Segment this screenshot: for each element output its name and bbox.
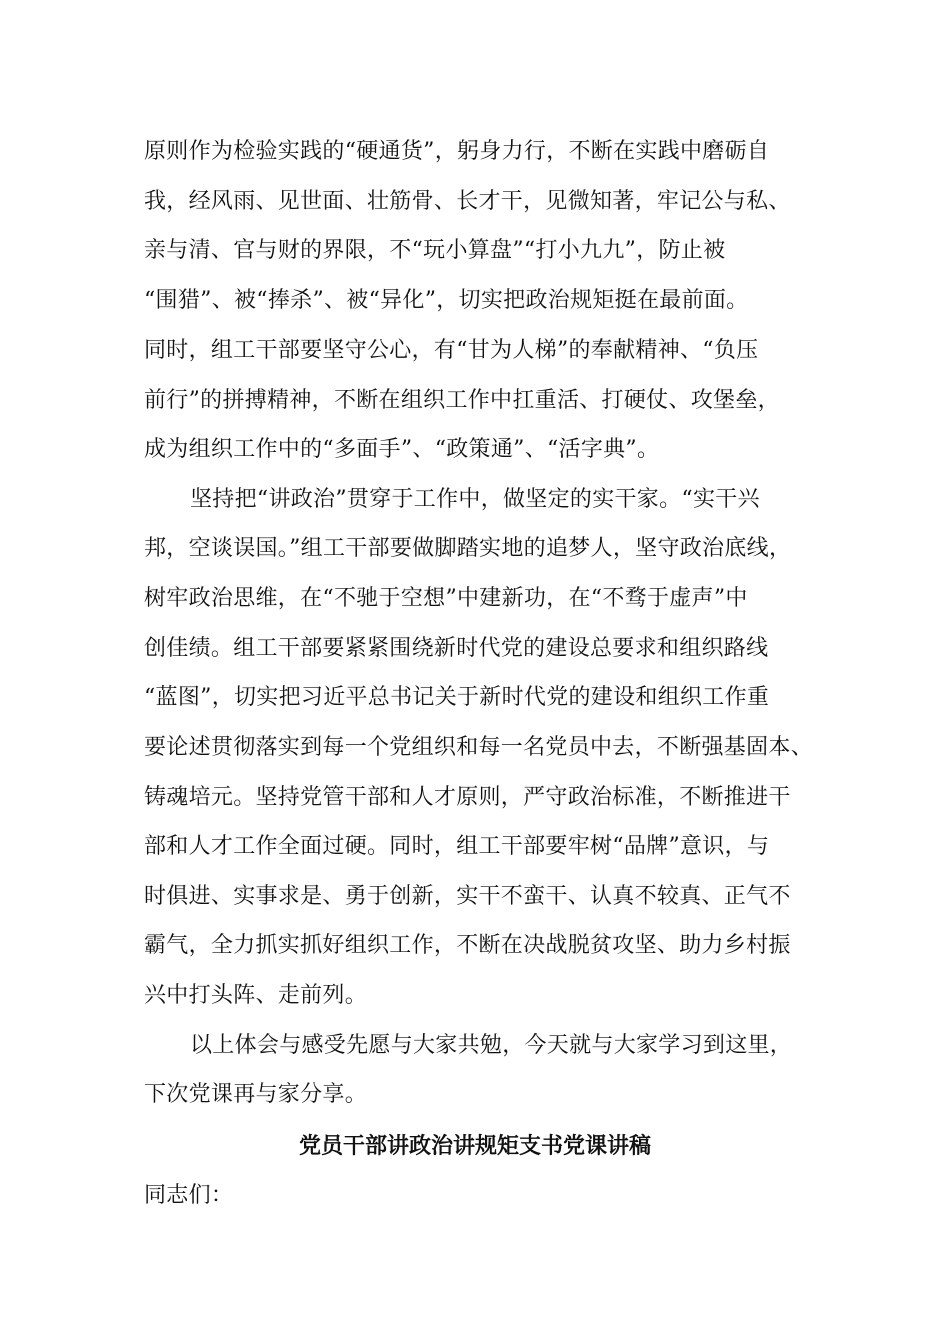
paragraph-2-line-10: 霸气，全力抓实抓好组织工作，不断在决战脱贫攻坚、助力乡村振 [144,933,791,958]
paragraph-1-line-5: 同时，组工干部要坚守公心，有“甘为人梯”的奉献精神、“负压 [144,338,759,363]
paragraph-1-line-7: 成为组织工作中的“多面手”、“政策通”、“活字典”。 [144,437,660,462]
paragraph-2-line-9: 时俱进、实事求是、勇于创新，实干不蛮干、认真不较真、正气不 [144,884,791,909]
paragraph-2-line-7: 铸魂培元。坚持党管干部和人才原则，严守政治标准，不断推进干 [144,785,791,810]
salutation: 同志们： [144,1183,234,1208]
paragraph-2-line-1: 坚持把“讲政治”贯穿于工作中，做坚定的实干家。“实干兴 [190,487,760,512]
paragraph-1-line-6: 前行”的拼搏精神，不断在组织工作中扛重活、打硬仗、攻堡垒， [144,388,780,413]
paragraph-1-line-2: 我，经风雨、见世面、壮筋骨、长才干，见微知著，牢记公与私、 [144,189,791,214]
paragraph-1-line-3: 亲与清、官与财的界限，不“玩小算盘”“打小九九”，防止被 [144,238,726,263]
paragraph-2-line-5: “蓝图”，切实把习近平总书记关于新时代党的建设和组织工作重 [144,685,770,710]
paragraph-1-line-1: 原则作为检验实践的“硬通货”，躬身力行，不断在实践中磨砺自 [144,139,770,164]
section-title: 党员干部讲政治讲规矩支书党课讲稿 [298,1133,651,1159]
paragraph-3-line-1: 以上体会与感受先愿与大家共勉，今天就与大家学习到这里， [190,1033,793,1058]
paragraph-2-line-4: 创佳绩。组工干部要紧紧围绕新时代党的建设总要求和组织路线 [144,636,769,661]
paragraph-2-line-2: 邦，空谈误国。”组工干部要做脚踏实地的追梦人，坚守政治底线， [144,536,792,561]
paragraph-2-line-6: 要论述贯彻落实到每一个党组织和每一名党员中去，不断强基固本、 [144,735,814,760]
paragraph-2-line-11: 兴中打头阵、走前列。 [144,983,368,1008]
paragraph-3-line-2: 下次党课再与家分享。 [144,1082,368,1107]
paragraph-2-line-8: 部和人才工作全面过硬。同时，组工干部要牢树“品牌”意识，与 [144,834,770,859]
paragraph-1-line-4: “围猎”、被“捧杀”、被“异化”，切实把政治规矩挺在最前面。 [144,288,749,313]
paragraph-2-line-3: 树牢政治思维，在“不驰于空想”中建新功，在“不骛于虚声”中 [144,586,748,611]
